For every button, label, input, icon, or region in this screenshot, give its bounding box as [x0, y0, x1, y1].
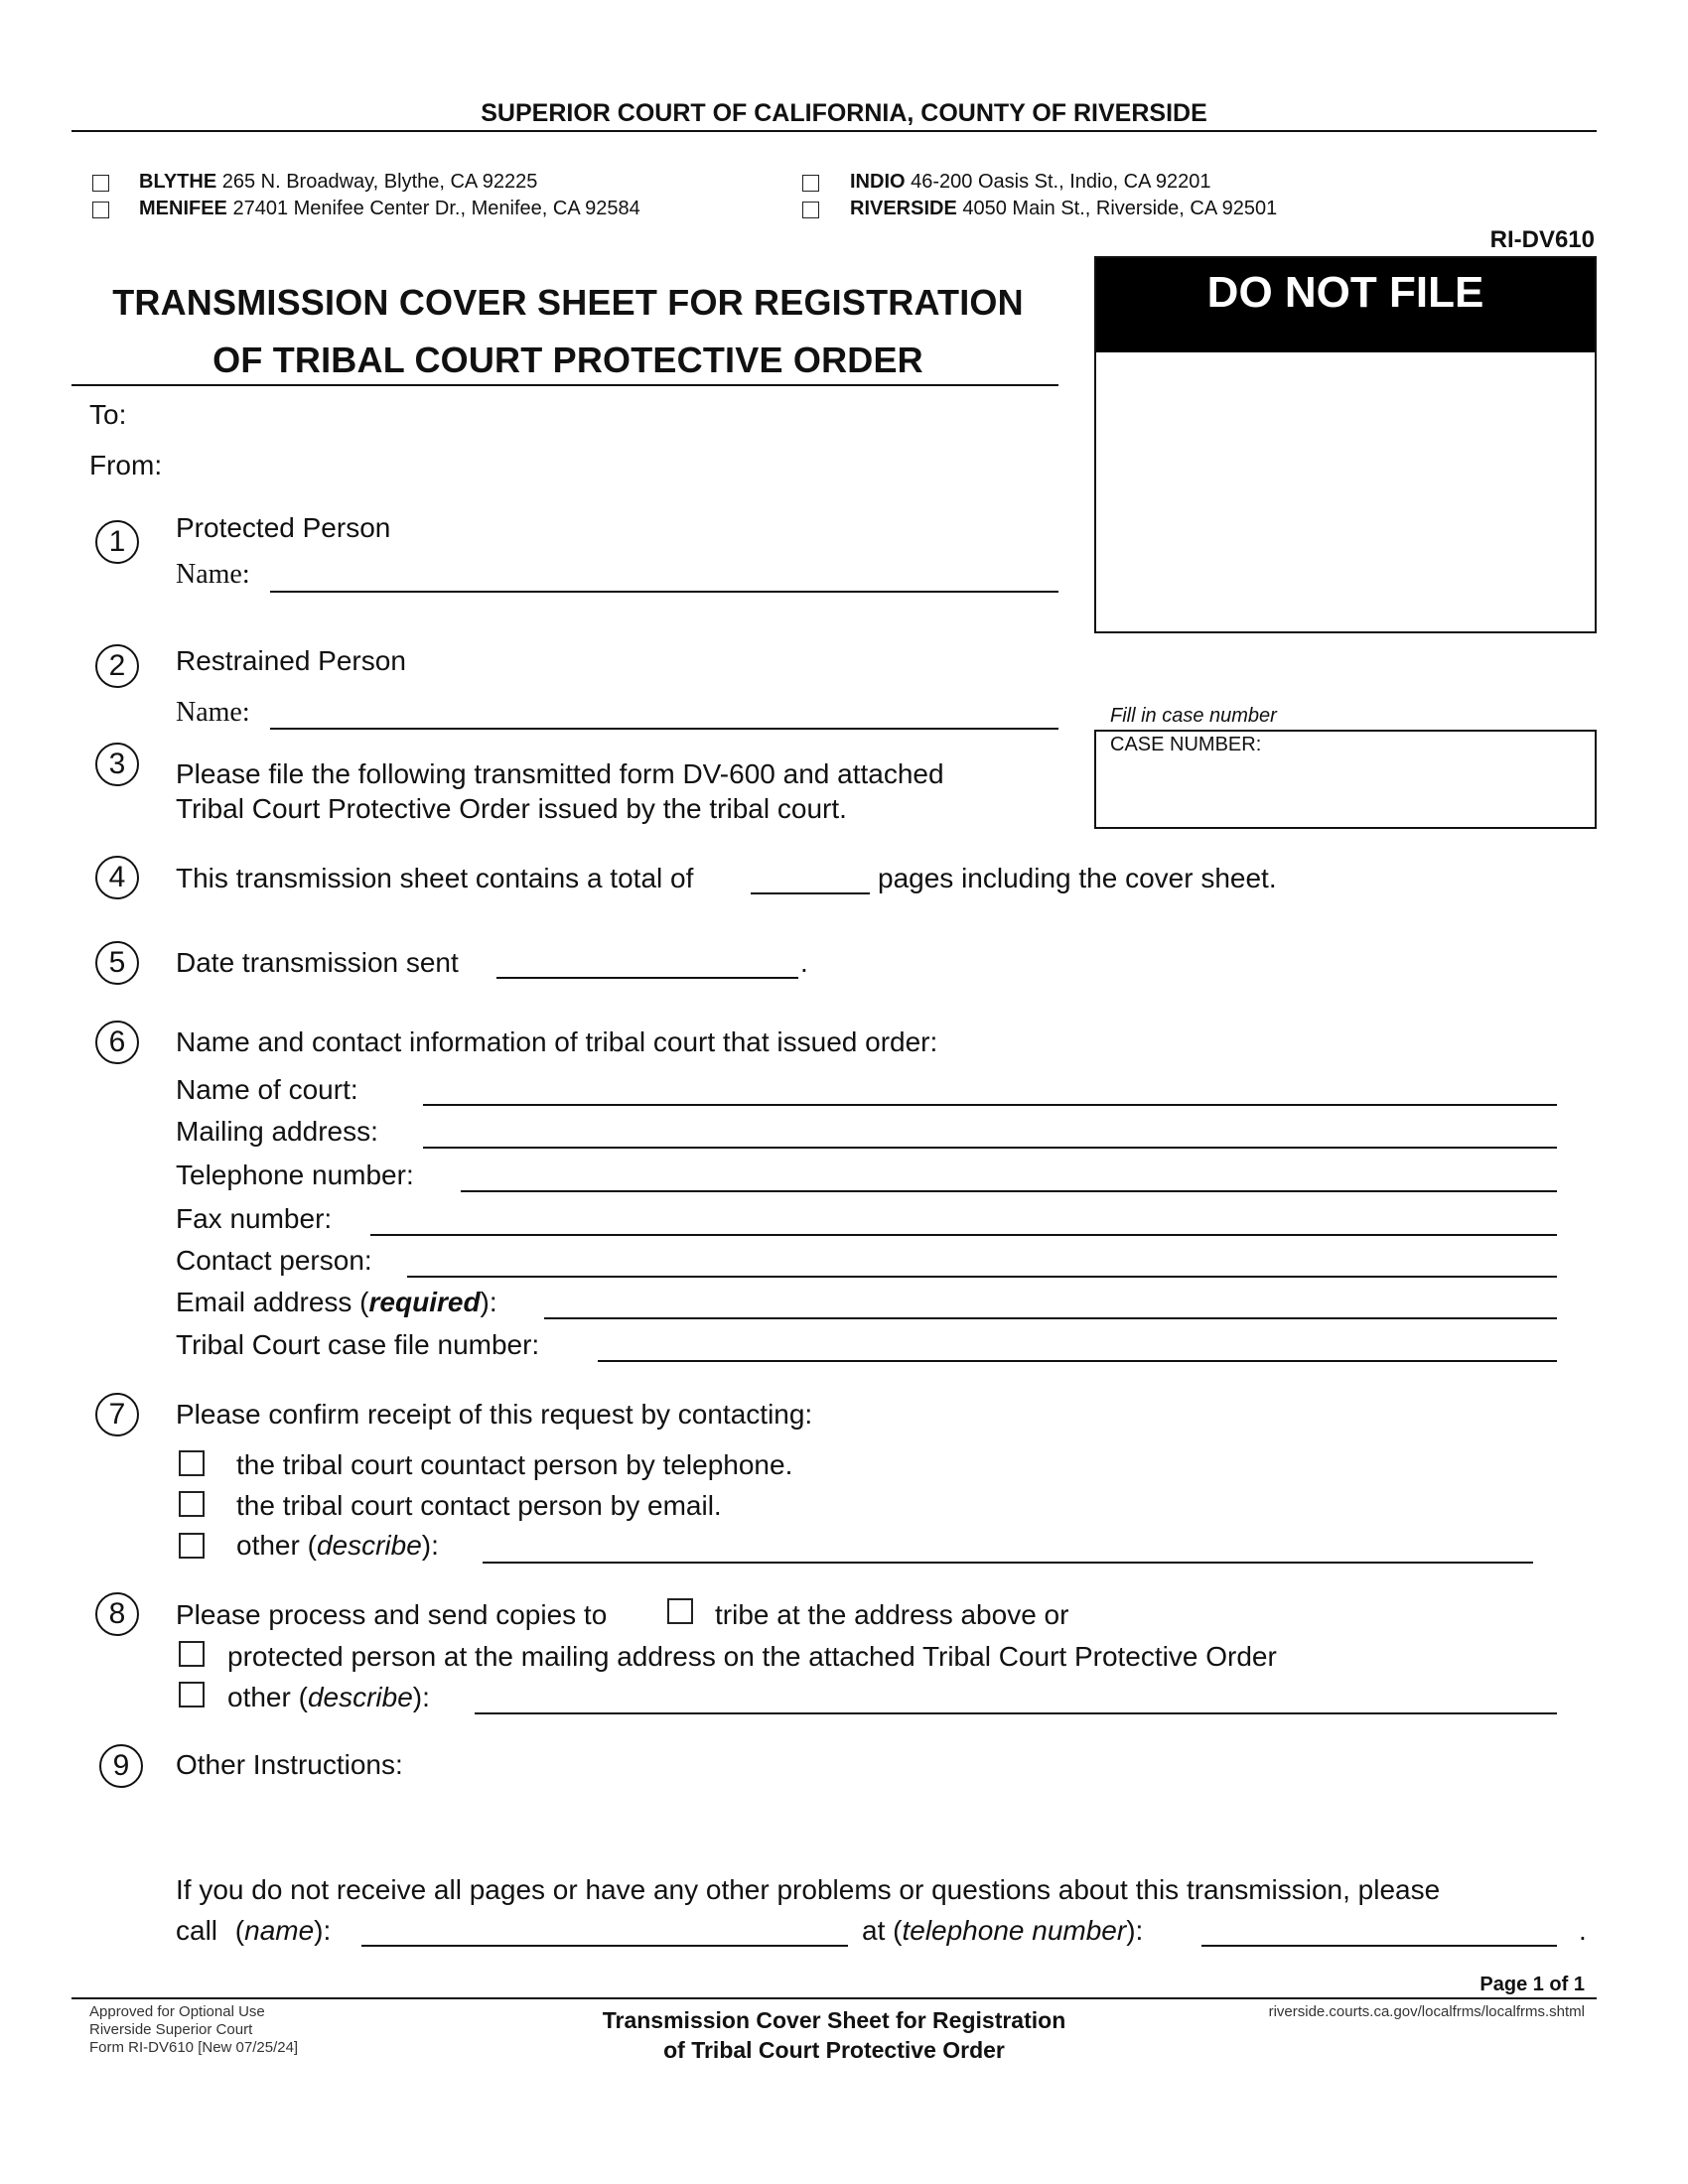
court-name-field[interactable] [423, 1104, 1557, 1106]
telephone-label: Telephone number: [176, 1160, 414, 1190]
location-checkbox-menifee[interactable] [92, 202, 109, 218]
item-number-8: 8 [95, 1592, 139, 1636]
telephone-field[interactable] [461, 1190, 1557, 1192]
location-name: RIVERSIDE [850, 198, 957, 219]
closing-name-close: ): [314, 1915, 332, 1946]
item-number-6: 6 [95, 1021, 139, 1064]
tribal-case-field[interactable] [598, 1360, 1557, 1362]
closing-at-open: at ( [862, 1915, 903, 1946]
item6-heading: Name and contact information of tribal court that issued order: [176, 1026, 938, 1057]
case-number-label: CASE NUMBER: [1110, 734, 1262, 755]
footer-left [89, 2003, 298, 2057]
footer-center-line1: Transmission Cover Sheet for Registration [602, 2007, 1066, 2033]
send-other-field[interactable] [475, 1712, 1557, 1714]
header-rule [71, 130, 1597, 132]
other-label-describe: describe [316, 1530, 422, 1561]
from-label: From: [89, 450, 163, 480]
send-other-checkbox[interactable] [179, 1682, 205, 1707]
page-count-field[interactable] [751, 892, 870, 894]
item3-text-line2: Tribal Court Protective Order issued by the tribal court. [176, 793, 847, 824]
other-label-start: other ( [227, 1682, 308, 1712]
item-number-9: 9 [99, 1744, 143, 1788]
form-title-line2: OF TRIBAL COURT PROTECTIVE ORDER [212, 340, 923, 380]
clerk-stamp-box [1094, 256, 1597, 633]
form-title-line1: TRANSMISSION COVER SHEET FOR REGISTRATION [112, 282, 1024, 323]
send-tribe-checkbox[interactable] [667, 1598, 693, 1624]
email-required: required [368, 1287, 481, 1317]
closing-call [176, 1915, 331, 1947]
other-instructions-label: Other Instructions: [176, 1749, 403, 1780]
email-label-start: Email address ( [176, 1287, 369, 1317]
restrained-name-label: Name: [176, 697, 250, 728]
location-checkbox-blythe[interactable] [92, 175, 109, 192]
send-tribe-label: tribe at the address above or [715, 1599, 1069, 1630]
court-name-label: Name of court: [176, 1074, 358, 1105]
title-rule [71, 384, 1058, 386]
footer-rule [71, 1997, 1597, 1999]
case-number-box[interactable] [1094, 730, 1597, 829]
footer-center [536, 2005, 1132, 2065]
restrained-person-label: Restrained Person [176, 645, 406, 676]
location-menifee [139, 198, 640, 220]
confirm-other-field[interactable] [483, 1562, 1533, 1564]
location-indio [850, 171, 1211, 194]
location-name: INDIO [850, 171, 906, 193]
item8-heading: Please process and send copies to [176, 1599, 608, 1630]
location-address: 4050 Main St., Riverside, CA 92501 [962, 198, 1278, 219]
confirm-email-checkbox[interactable] [179, 1491, 205, 1517]
item-number-2: 2 [95, 644, 139, 688]
location-checkbox-indio[interactable] [802, 175, 819, 192]
item-number-5: 5 [95, 941, 139, 985]
closing-name-open: ( [234, 1915, 245, 1946]
other-label-start: other ( [236, 1530, 317, 1561]
item-number-7: 7 [95, 1393, 139, 1436]
closing-line1: If you do not receive all pages or have any other problems or questions about this transmission, please [176, 1874, 1441, 1905]
footer-url[interactable]: riverside.courts.ca.gov/localfrms/localfrms.shtml [1268, 2003, 1585, 2020]
location-riverside [850, 198, 1277, 220]
location-address: 265 N. Broadway, Blythe, CA 92225 [221, 171, 538, 193]
send-other-label [227, 1682, 430, 1713]
confirm-email-label: the tribal court contact person by email. [236, 1490, 722, 1521]
location-name: MENIFEE [139, 198, 227, 219]
location-address: 46-200 Oasis St., Indio, CA 92201 [911, 171, 1211, 193]
closing-phone-italic: telephone number [902, 1915, 1127, 1946]
closing-period: . [1579, 1915, 1587, 1946]
item4-text-end: pages including the cover sheet. [878, 863, 1277, 893]
footer-form-rev: Form RI-DV610 [New 07/25/24] [89, 2039, 299, 2056]
fax-label: Fax number: [176, 1203, 333, 1234]
contact-phone-field[interactable] [1201, 1945, 1557, 1947]
email-field[interactable] [544, 1317, 1557, 1319]
protected-person-label: Protected Person [176, 512, 391, 543]
date-sent-period: . [800, 947, 808, 978]
item-number-4: 4 [95, 856, 139, 899]
case-number-hint: Fill in case number [1110, 705, 1277, 727]
mailing-address-field[interactable] [423, 1147, 1557, 1149]
footer-court: Riverside Superior Court [89, 2021, 253, 2038]
form-code: RI-DV610 [1489, 226, 1595, 253]
item3-text-line1: Please file the following transmitted form DV-600 and attached [176, 758, 944, 789]
location-address: 27401 Menifee Center Dr., Menifee, CA 92584 [232, 198, 640, 219]
location-blythe [139, 171, 537, 194]
restrained-name-field[interactable] [270, 728, 1058, 730]
footer-center-line2: of Tribal Court Protective Order [663, 2037, 1005, 2063]
send-protected-label: protected person at the mailing address on the attached Tribal Court Protective Order [227, 1641, 1277, 1672]
confirm-other-label [236, 1530, 439, 1562]
confirm-telephone-checkbox[interactable] [179, 1450, 205, 1476]
item-number-1: 1 [95, 520, 139, 564]
protected-name-label: Name: [176, 559, 250, 590]
closing-call-word: call [176, 1915, 218, 1946]
confirm-telephone-label: the tribal court countact person by telephone. [236, 1449, 793, 1480]
protected-name-field[interactable] [270, 591, 1058, 593]
contact-name-field[interactable] [361, 1945, 848, 1947]
footer-approved: Approved for Optional Use [89, 2003, 265, 2020]
other-label-end: ): [421, 1530, 439, 1561]
email-label-end: ): [480, 1287, 497, 1317]
item-number-3: 3 [95, 743, 139, 786]
email-label [176, 1287, 497, 1318]
location-name: BLYTHE [139, 171, 217, 193]
fax-field[interactable] [370, 1234, 1557, 1236]
closing-phone-close: ): [1126, 1915, 1144, 1946]
closing-name-italic: name [244, 1915, 315, 1946]
contact-person-label: Contact person: [176, 1245, 372, 1276]
date-sent-label: Date transmission sent [176, 947, 459, 978]
date-sent-field[interactable] [496, 977, 798, 979]
contact-person-field[interactable] [407, 1276, 1557, 1278]
other-label-describe: describe [307, 1682, 413, 1712]
send-protected-checkbox[interactable] [179, 1641, 205, 1667]
tribal-case-label: Tribal Court case file number: [176, 1329, 540, 1360]
item4-text-start: This transmission sheet contains a total of [176, 863, 694, 893]
mailing-address-label: Mailing address: [176, 1116, 378, 1147]
to-label: To: [89, 399, 127, 430]
confirm-other-checkbox[interactable] [179, 1533, 205, 1559]
court-title: SUPERIOR COURT OF CALIFORNIA, COUNTY OF RIVERSIDE [481, 99, 1207, 127]
other-label-end: ): [412, 1682, 430, 1712]
location-checkbox-riverside[interactable] [802, 202, 819, 218]
do-not-file-banner: DO NOT FILE [1096, 258, 1595, 352]
closing-phone-label [862, 1915, 1143, 1947]
page-number: Page 1 of 1 [1479, 1974, 1585, 1995]
item7-heading: Please confirm receipt of this request by contacting: [176, 1399, 813, 1430]
